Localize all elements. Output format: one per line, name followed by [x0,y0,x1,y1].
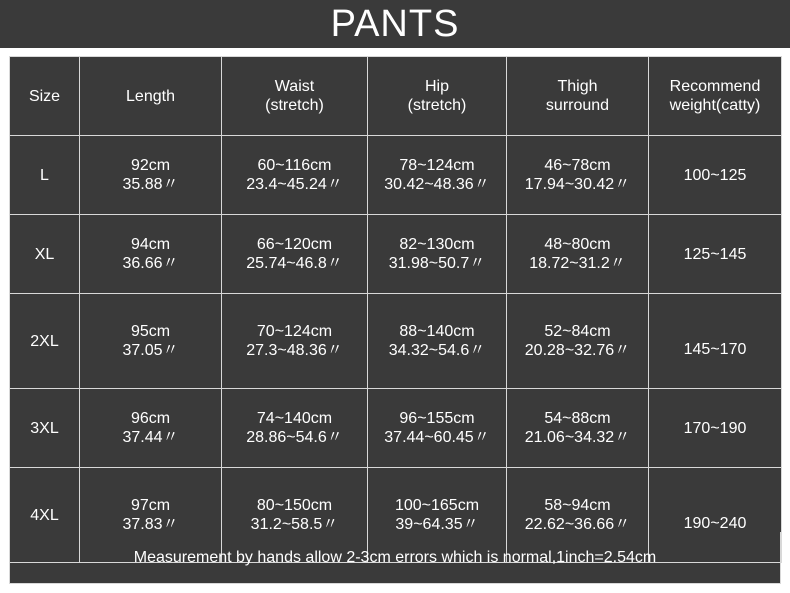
thigh-cell: 54~88cm 21.06~34.32〃 [507,389,649,468]
hip-cell: 96~155cm 37.44~60.45〃 [368,389,507,468]
size-cell: L [10,136,80,215]
length-cell: 92cm 35.88〃 [80,136,222,215]
thigh-cell: 48~80cm 18.72~31.2〃 [507,215,649,294]
waist-cell: 74~140cm 28.86~54.6〃 [222,389,368,468]
header-hip: Hip (stretch) [368,57,507,136]
header-size: Size [10,57,80,136]
header-length: Length [80,57,222,136]
measurement-note: Measurement by hands allow 2-3cm errors which is normal,1inch=2.54cm [9,532,781,584]
size-cell: 3XL [10,389,80,468]
weight-cell: 125~145 [649,215,782,294]
length-cell: 96cm 37.44〃 [80,389,222,468]
size-chart [9,56,781,584]
thigh-cell: 46~78cm 17.94~30.42〃 [507,136,649,215]
weight-cell: 170~190 [649,389,782,468]
header-row [10,57,782,136]
header-weight: Recommend weight(catty) [649,57,782,136]
size-cell: XL [10,215,80,294]
weight-cell: 145~170 [649,294,782,389]
length-cell: 94cm 36.66〃 [80,215,222,294]
table-row [10,215,782,294]
waist-cell: 60~116cm 23.4~45.24〃 [222,136,368,215]
size-table [9,56,782,563]
table-row [10,136,782,215]
size-cell: 4XL [10,468,80,563]
hip-cell: 82~130cm 31.98~50.7〃 [368,215,507,294]
title-bar [0,0,790,48]
waist-cell: 80~150cm 31.2~58.5〃 [222,468,368,563]
length-cell: 95cm 37.05〃 [80,294,222,389]
table-row [10,294,782,389]
table-row [10,389,782,468]
thigh-cell: 58~94cm 22.62~36.66〃 [507,468,649,563]
length-cell: 97cm 37.83〃 [80,468,222,563]
weight-cell: 100~125 [649,136,782,215]
waist-cell: 70~124cm 27.3~48.36〃 [222,294,368,389]
weight-cell: 190~240 [649,468,782,563]
page-title: PANTS [330,2,460,45]
hip-cell: 100~165cm 39~64.35〃 [368,468,507,563]
thigh-cell: 52~84cm 20.28~32.76〃 [507,294,649,389]
hip-cell: 78~124cm 30.42~48.36〃 [368,136,507,215]
header-thigh: Thigh surround [507,57,649,136]
waist-cell: 66~120cm 25.74~46.8〃 [222,215,368,294]
size-cell: 2XL [10,294,80,389]
header-waist: Waist (stretch) [222,57,368,136]
hip-cell: 88~140cm 34.32~54.6〃 [368,294,507,389]
